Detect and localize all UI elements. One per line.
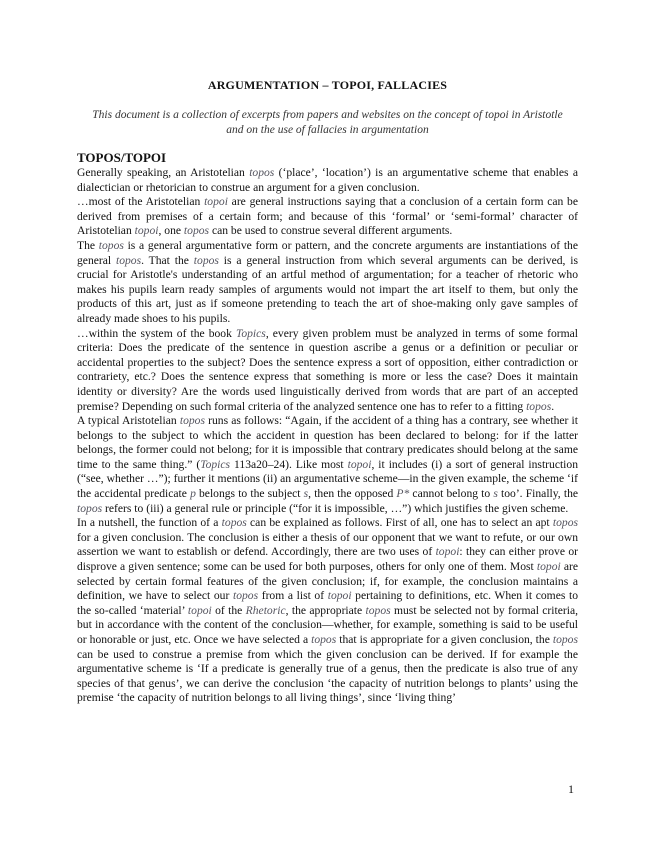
text-run: are general instructions saying that a conclusion of a certain form can be derived from premises of a certain form; and because of this ‘formal’ or ‘semi-formal’ character of Aristotelian [77, 195, 578, 238]
italic-term: Topics [235, 326, 266, 340]
document-title: ARGUMENTATION – TOPOI, FALLACIES [207, 78, 448, 92]
text-run: pertaining to definitions, etc. When it comes to the so-called ‘material’ [77, 589, 578, 617]
italic-term: topoi [327, 589, 352, 603]
text-run: are selected by certain formal features of the given conclusion; if, for example, the conclusion maintains a definition, we have to select our [77, 560, 578, 603]
text-run: is a general argumentative form or pattern, and the concrete arguments are instantiations of the general [77, 238, 578, 267]
paragraph [77, 166, 578, 195]
italic-term: topos [193, 253, 219, 267]
text-run: , then the opposed [308, 487, 397, 501]
italic-term: topos [249, 166, 275, 179]
text-run: too’. Finally, the [497, 487, 579, 501]
text-run: for a given conclusion. The conclusion is either a thesis of our opponent that we want to refute, or our own assertion we want to establish or defend. Accordingly, there are two uses of [77, 530, 578, 559]
text-run: …within the system of the book [77, 326, 236, 340]
text-run: must be selected not by formal criteria, but in accordance with the content of the conclusion—whether, for example, something is said to be useful or honorable or just, etc. Once we have selected a [77, 603, 578, 646]
page-number: 1 [568, 782, 574, 796]
text-run: refers to (iii) a general rule or principle (“for it is impossible, …”) which justifies the given scheme. [102, 501, 569, 515]
body-text [77, 166, 578, 706]
italic-term: topos [115, 253, 142, 267]
italic-term: topoi [536, 560, 561, 574]
text-run: can be used to construe several different arguments. [209, 224, 453, 238]
italic-term: topoi [435, 545, 460, 559]
text-run: can be explained as follows. First of all, one has to select an apt [246, 516, 553, 530]
italic-term: Topics [200, 457, 231, 471]
text-run: (‘place’, ‘location’) is an argumentative scheme that enables a dialectician or rhetorician to construe an argument for a given conclusion. [77, 166, 578, 194]
italic-term: topos [221, 516, 247, 530]
text-run: can be used to construe a premise from which the given conclusion can be derived. If for example the argumentative scheme is ‘If a predicate is generally true of a genus, then the predicate is also true of any species of that genus’, we can derive the conclusion ‘the capacity of nutrition belongs to plants’ using the premise ‘the capacity of nutrition belongs to all living things’, since ‘living thing’ [77, 647, 578, 705]
text-run: : they can either prove or disprove a given sentence; some can be used for both purposes, others for only one of them. Most [77, 545, 578, 574]
paragraph [77, 327, 578, 415]
italic-term: topos [526, 399, 552, 413]
italic-term: topos [179, 414, 205, 428]
italic-term: topos [183, 224, 210, 238]
italic-term: s [493, 487, 498, 501]
italic-term: topoi [187, 603, 212, 617]
text-run: In a nutshell, the function of a [77, 516, 222, 530]
text-run: The [77, 238, 99, 252]
italic-term: topos [77, 501, 103, 515]
italic-term: topoi [134, 224, 159, 238]
section-heading: TOPOS/TOPOI [77, 150, 167, 165]
text-run: …most of the Aristotelian [77, 195, 205, 209]
paragraph [77, 414, 578, 516]
italic-term: Rhetoric [245, 603, 286, 617]
text-run: 113a20–24). Like most [230, 457, 348, 471]
text-run: of the [211, 603, 246, 617]
text-run: A typical Aristotelian [77, 414, 180, 428]
text-run: is a general instruction from which several arguments can be derived, is crucial for Aristotle's understanding of an artful method of argumentation; for a teacher of rhetoric who makes his pupils learn ready samples of arguments would not impart the art itself to them, but only the products of this art, just as if someone pretending to teach the art of shoe-making only gave samples of already made shoes to his pupils. [77, 253, 579, 325]
italic-term: P* [396, 487, 410, 501]
text-run: , one [158, 224, 184, 238]
italic-term: topoi [347, 457, 372, 471]
italic-term: topos [552, 516, 579, 530]
italic-term: topos [98, 238, 124, 252]
text-run: runs as follows: “Again, if the accident of a thing has a contrary, see whether it belongs to the subject to which the accident in question has been declared to belong: for if the latter belongs, the former could not belong; for it is impossible that contrary predicates should belong at the same time to the same thing.” ( [77, 414, 578, 471]
text-run: . That the [141, 253, 194, 267]
text-run: , every given problem must be analyzed in terms of some formal criteria: Does the predicate of the sentence in question ascribe a genus or a definition or peculiar or accidental properties to the subject? Does the sentence express a sort of opposition, either contradiction or contrariety, etc.? Does the sentence express that something is more or less the case? Does it maintain identity or diversity? Are the words used linguistically derived from words that are part of an accepted premise? Depending on such formal criteria of the analyzed sentence one has to refer to a fitting [77, 326, 578, 413]
italic-term: s [303, 487, 309, 501]
text-run: , it includes (i) a sort of general instruction (“see, whether …”); further it mentions (ii) an argumentative scheme—in the given example, the scheme ‘if the accidental predicate [77, 457, 579, 501]
text-run: from a list of [258, 589, 328, 603]
italic-term: topos [311, 633, 337, 646]
paragraph [77, 195, 578, 239]
paragraph [77, 516, 578, 706]
text-run: . [551, 399, 555, 413]
italic-term: topos [232, 589, 259, 603]
italic-term: topos [365, 603, 391, 617]
text-run: belongs to the subject [195, 487, 304, 501]
italic-term: topos [552, 633, 578, 646]
text-run: cannot belong to [409, 487, 494, 501]
document-subtitle: This document is a collection of excerpts from papers and websites on the concept of topoi in Aristotle and on the use of fallacies in argumentation [92, 109, 563, 136]
italic-term: topoi [204, 195, 228, 209]
italic-term: p [190, 487, 196, 501]
text-run: Generally speaking, an Aristotelian [77, 166, 250, 179]
text-run: that is appropriate for a given conclusion, the [336, 633, 553, 646]
paragraph [77, 239, 578, 327]
text-run: , the appropriate [285, 603, 366, 617]
